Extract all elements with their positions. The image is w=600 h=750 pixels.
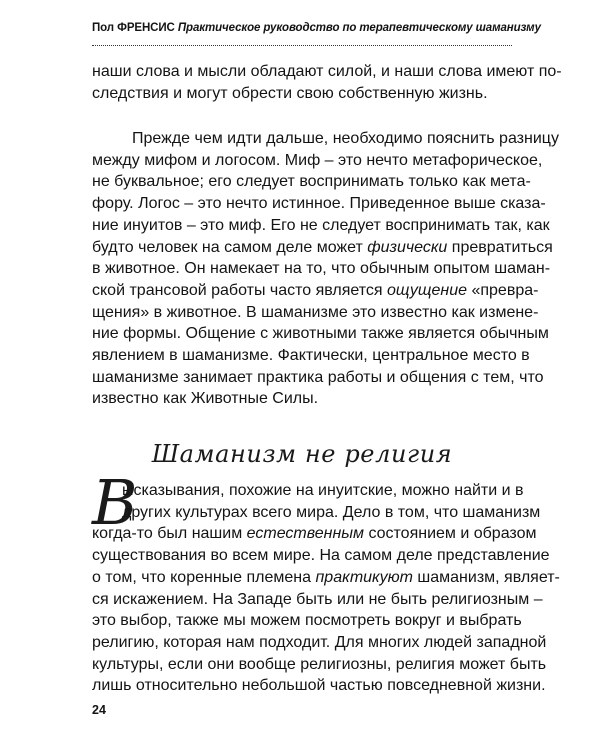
text-line: ние формы. Общение с животными также является обычным (92, 325, 549, 343)
text-line: существования во всем мире. На самом деле представление (92, 547, 550, 565)
text-line (92, 523, 537, 545)
header-author: Пол ФРЕНСИС (92, 22, 175, 34)
text-fragment: о том, что коренные племена (92, 568, 316, 586)
paragraph-3 (92, 480, 560, 697)
text-line (92, 280, 539, 302)
text-line: известно как Животные Силы. (92, 390, 319, 408)
text-line: Прежде чем идти дальше, необходимо пояснить разницу (132, 130, 559, 147)
emphasis-practice: практикуют (315, 568, 413, 586)
text-line: ысказывания, похожие на инуитские, можно найти и в (122, 482, 524, 499)
text-line: в животное. Он намекает на то, что обычным опытом шаман- (92, 260, 551, 278)
text-line: религию, которая нам подходит. Для многих людей западной (92, 633, 547, 651)
header-book-title: Практическое руководство по терапевтическому шаманизму (177, 22, 541, 34)
text-line (92, 567, 560, 589)
text-line: культуры, если они вообще религиозны, религия может быть (92, 655, 547, 673)
text-line: фору. Логос – это нечто истинное. Приведенное выше сказа- (92, 195, 546, 213)
drop-cap: В (92, 466, 138, 539)
page-number: 24 (92, 703, 106, 717)
text-fragment: «превра- (467, 281, 539, 299)
text-fragment: шаманизм, являет- (412, 568, 560, 586)
text-line: наши слова и мысли обладают силой, и наши слова имеют по- (92, 63, 562, 80)
text-line: явлением в шаманизме. Фактически, центральное место в (92, 347, 530, 365)
text-fragment: ской трансовой работы часто является (92, 281, 388, 299)
paragraph-2 (92, 128, 559, 410)
text-line: лишь относительно небольшой частью повседневной жизни. (92, 677, 546, 695)
text-line: между мифом и логосом. Миф – это нечто метафорическое, (92, 151, 543, 169)
running-header (92, 20, 541, 36)
paragraph-1 (92, 61, 562, 104)
text-fragment: превратиться (447, 238, 553, 256)
text-line: щения» в животное. В шаманизме это известно как измене- (92, 303, 539, 321)
text-line: ся искажением. На Западе быть или не быть религиозным – (92, 590, 543, 608)
text-line (92, 237, 553, 259)
section-heading: Шаманизм не религия (151, 440, 453, 468)
text-fragment: будто человек на самом деле может (92, 238, 368, 256)
text-fragment: когда-то был нашим (92, 525, 247, 543)
emphasis-natural: естественным (246, 525, 364, 543)
emphasis-physically: физически (367, 238, 448, 256)
text-line: не буквальное; его следует воспринимать только как мета- (92, 173, 531, 191)
text-line: ние инуитов – это миф. Его не следует воспринимать так, как (92, 216, 550, 234)
text-fragment: состоянием и образом (364, 525, 537, 543)
text-line: это выбор, также мы можем посмотреть вокруг и выбрать (92, 612, 522, 630)
text-line: других культурах всего мира. Дело в том, что шаманизм (122, 503, 541, 521)
text-line: следствия и могут обрести свою собственную жизнь. (92, 84, 488, 102)
emphasis-sensation: ощущение (387, 281, 468, 299)
header-dotted-rule (92, 45, 512, 46)
text-line: шаманизме занимает практика работы и общения с тем, что (92, 368, 544, 386)
